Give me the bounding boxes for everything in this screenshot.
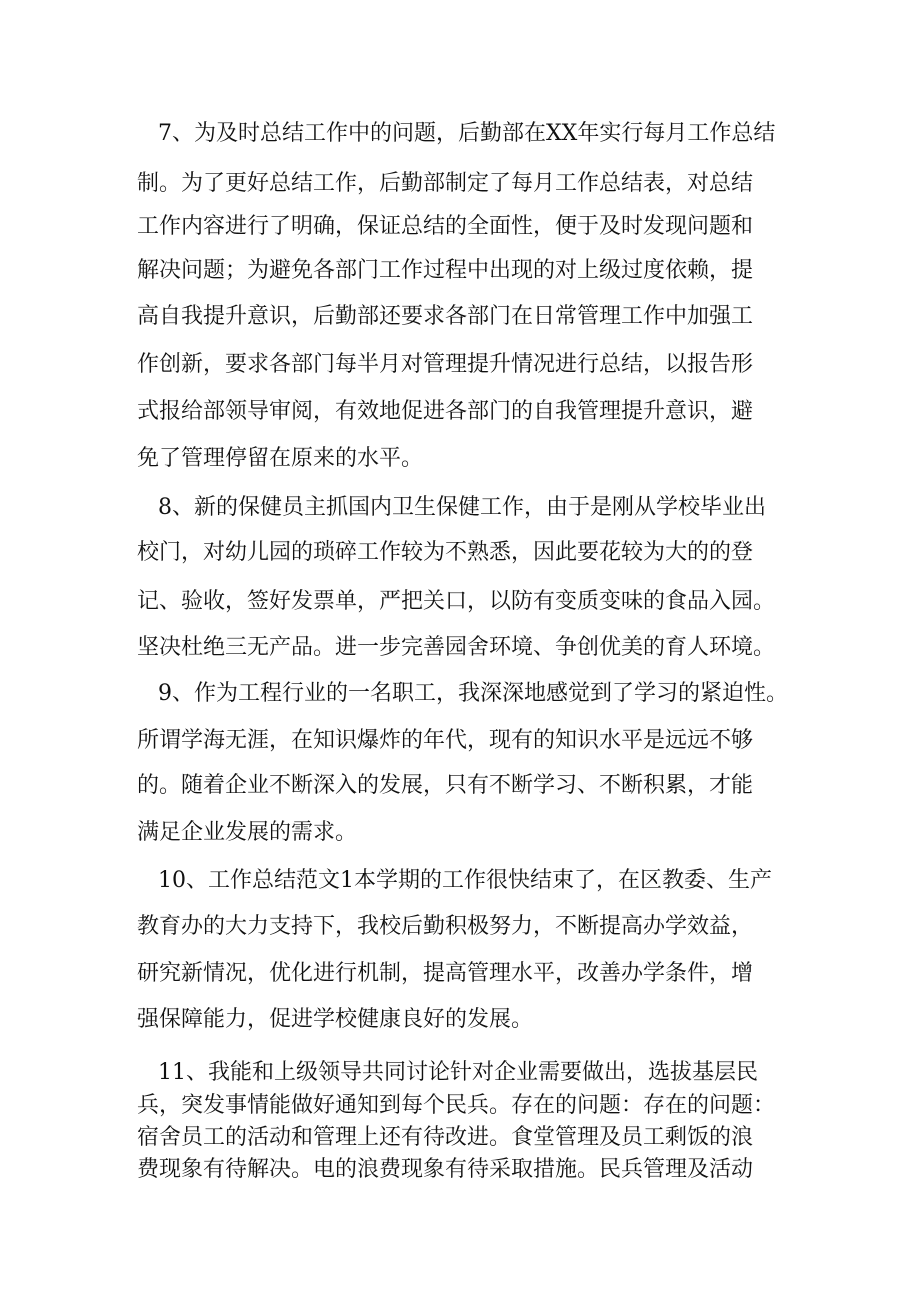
p11-line-2: 兵，突发事情能做好通知到每个民兵。存在的问题：存在的问题： (137, 1093, 776, 1118)
p10-line-4: 强保障能力，促进学校健康良好的发展。 (137, 1007, 534, 1032)
p11-line-4: 费现象有待解决。电的浪费现象有待采取措施。民兵管理及活动 (137, 1157, 754, 1182)
p10-line-1: 10、工作总结范文1本学期的工作很快结束了，在区教委、生产 (158, 868, 772, 893)
p8-line-1: 8、新的保健员主抓国内卫生保健工作，由于是刚从学校毕业出 (158, 495, 766, 520)
p11-line-1: 11、我能和上级领导共同讨论针对企业需要做出，选拔基层民 (158, 1060, 758, 1085)
p8-line-4: 坚决杜绝三无产品。进一步完善园舍环境、争创优美的育人环境。 (137, 635, 776, 660)
p9-line-2: 所谓学海无涯，在知识爆炸的年代，现有的知识水平是远远不够 (137, 728, 754, 753)
p9-line-4: 满足企业发展的需求。 (137, 820, 358, 845)
p8-line-2: 校门，对幼儿园的琐碎工作较为不熟悉，因此要花较为大的的登 (137, 540, 754, 565)
p7-line-7: 式报给部领导审阅，有效地促进各部门的自我管理提升意识，避 (137, 399, 754, 424)
p7-line-1: 7、为及时总结工作中的问题，后勤部在XX年实行每月工作总结 (158, 121, 776, 146)
p7-line-2: 制。为了更好总结工作，后勤部制定了每月工作总结表，对总结 (137, 171, 754, 196)
p11-line-3: 宿舍员工的活动和管理上还有待改进。食堂管理及员工剩饭的浪 (137, 1125, 754, 1150)
p7-line-3: 工作内容进行了明确，保证总结的全面性，便于及时发现问题和 (137, 214, 754, 239)
p7-line-6: 作创新，要求各部门每半月对管理提升情况进行总结，以报告形 (137, 352, 754, 377)
p9-line-1: 9、作为工程行业的一名职工，我深深地感觉到了学习的紧迫性。 (158, 681, 788, 706)
p8-line-3: 记、验收，签好发票单，严把关口，以防有变质变味的食品入园。 (137, 589, 776, 614)
p10-line-2: 教育办的大力支持下，我校后勤积极努力，不断提高办学效益， (137, 914, 754, 939)
p9-line-3: 的。随着企业不断深入的发展，只有不断学习、不断积累，才能 (137, 773, 754, 798)
p10-line-3: 研究新情况，优化进行机制，提高管理水平，改善办学条件，增 (137, 961, 754, 986)
p7-line-8: 免了管理停留在原来的水平。 (137, 446, 424, 471)
p7-line-4: 解决问题；为避免各部门工作过程中出现的对上级过度依赖，提 (137, 258, 754, 283)
p7-line-5: 高自我提升意识，后勤部还要求各部门在日常管理工作中加强工 (137, 304, 754, 329)
